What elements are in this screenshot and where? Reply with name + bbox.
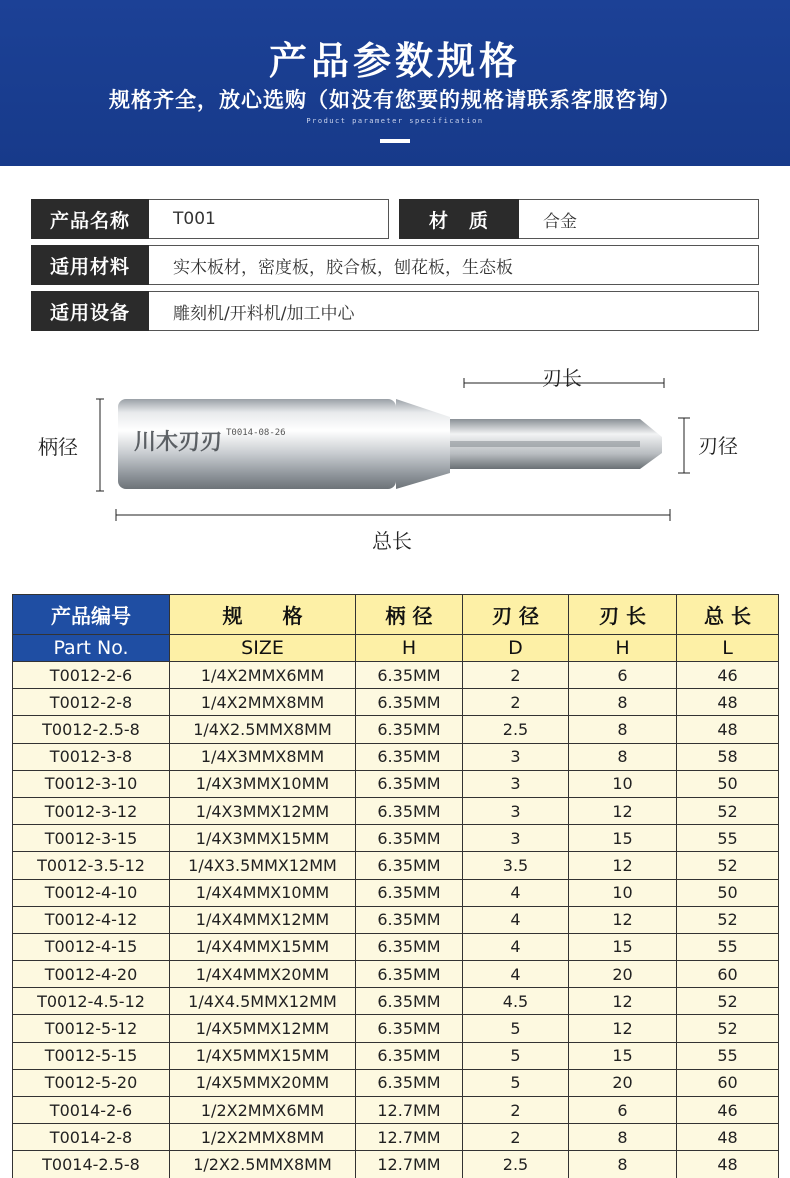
page-title: 产品参数规格 xyxy=(268,39,521,83)
cell-size: 1/4X4MMX15MM xyxy=(170,933,356,960)
table-body xyxy=(13,662,779,1178)
cell-size: 1/4X3MMX12MM xyxy=(170,797,356,824)
table-row xyxy=(13,906,779,933)
taper-shape xyxy=(396,399,450,489)
table-row xyxy=(13,879,779,906)
table-row xyxy=(13,1069,779,1096)
table-row xyxy=(13,988,779,1015)
cell-part-no: T0014-2-6 xyxy=(13,1097,170,1124)
cell-blade-len: 12 xyxy=(569,797,677,824)
cell-size: 1/4X5MMX15MM xyxy=(170,1042,356,1069)
label-shank-diameter: 柄径 xyxy=(38,435,78,459)
table-row xyxy=(13,1042,779,1069)
cell-shank-dia: 6.35MM xyxy=(356,770,463,797)
table-row xyxy=(13,716,779,743)
cell-shank-dia: 6.35MM xyxy=(356,689,463,716)
cell-part-no: T0012-3.5-12 xyxy=(13,852,170,879)
table-row xyxy=(13,852,779,879)
table-row xyxy=(13,689,779,716)
cell-shank-dia: 6.35MM xyxy=(356,662,463,689)
page-subtitle: 规格齐全，放心选购（如没有您要的规格请联系客服咨询） xyxy=(109,88,681,112)
cell-size: 1/4X3MMX15MM xyxy=(170,825,356,852)
cell-blade-dia: 2.5 xyxy=(463,716,569,743)
cell-blade-len: 8 xyxy=(569,689,677,716)
table-row xyxy=(13,743,779,770)
cell-blade-dia: 5 xyxy=(463,1069,569,1096)
th-blade-dia-en: D xyxy=(463,635,569,662)
cell-size: 1/4X3MMX10MM xyxy=(170,770,356,797)
cell-blade-dia: 3 xyxy=(463,770,569,797)
cell-part-no: T0012-3-15 xyxy=(13,825,170,852)
blade-tip-shape xyxy=(640,419,662,469)
cell-blade-dia: 2 xyxy=(463,1124,569,1151)
cell-shank-dia: 6.35MM xyxy=(356,1042,463,1069)
cell-shank-dia: 12.7MM xyxy=(356,1151,463,1178)
info-label-applicable-materials: 适用材料 xyxy=(31,245,149,285)
cell-blade-len: 12 xyxy=(569,1015,677,1042)
th-blade-len-cn: 刃 长 xyxy=(569,595,677,635)
th-shank-dia-en: H xyxy=(356,635,463,662)
cell-part-no: T0012-4-10 xyxy=(13,879,170,906)
cell-blade-dia: 3 xyxy=(463,825,569,852)
cell-total-len: 55 xyxy=(677,1042,779,1069)
cell-shank-dia: 6.35MM xyxy=(356,797,463,824)
cell-blade-dia: 4.5 xyxy=(463,988,569,1015)
label-blade-diameter: 刃径 xyxy=(698,434,738,458)
cell-part-no: T0012-5-15 xyxy=(13,1042,170,1069)
cell-shank-dia: 6.35MM xyxy=(356,852,463,879)
table-header-en xyxy=(13,635,779,662)
cell-blade-len: 15 xyxy=(569,1042,677,1069)
svg-text:川木刃刃: 川木刃刃 xyxy=(134,429,223,455)
cell-blade-len: 8 xyxy=(569,1151,677,1178)
cell-total-len: 52 xyxy=(677,852,779,879)
info-row-materials xyxy=(31,245,759,285)
cell-size: 1/4X2MMX6MM xyxy=(170,662,356,689)
th-blade-len-en: H xyxy=(569,635,677,662)
cell-size: 1/2X2MMX6MM xyxy=(170,1097,356,1124)
cell-blade-dia: 4 xyxy=(463,933,569,960)
cell-blade-dia: 3 xyxy=(463,743,569,770)
header-banner xyxy=(0,0,790,166)
cell-shank-dia: 6.35MM xyxy=(356,879,463,906)
cell-blade-len: 10 xyxy=(569,770,677,797)
cell-shank-dia: 12.7MM xyxy=(356,1097,463,1124)
th-shank-dia-cn: 柄 径 xyxy=(356,595,463,635)
cell-total-len: 58 xyxy=(677,743,779,770)
cell-part-no: T0012-4-20 xyxy=(13,961,170,988)
cell-blade-len: 8 xyxy=(569,1124,677,1151)
cell-part-no: T0012-2.5-8 xyxy=(13,716,170,743)
cell-size: 1/4X2MMX8MM xyxy=(170,689,356,716)
cell-blade-dia: 4 xyxy=(463,879,569,906)
cell-blade-len: 15 xyxy=(569,933,677,960)
cell-blade-dia: 5 xyxy=(463,1042,569,1069)
cell-size: 1/4X3.5MMX12MM xyxy=(170,852,356,879)
cell-blade-dia: 5 xyxy=(463,1015,569,1042)
cell-part-no: T0012-4-15 xyxy=(13,933,170,960)
table-row xyxy=(13,1015,779,1042)
cell-shank-dia: 6.35MM xyxy=(356,988,463,1015)
cell-total-len: 48 xyxy=(677,1124,779,1151)
cell-size: 1/4X3MMX8MM xyxy=(170,743,356,770)
cell-total-len: 46 xyxy=(677,1097,779,1124)
cell-part-no: T0012-2-8 xyxy=(13,689,170,716)
info-label-material: 材 质 xyxy=(399,199,519,239)
info-label-applicable-equipment: 适用设备 xyxy=(31,291,149,331)
info-row-name xyxy=(31,199,759,239)
cell-part-no: T0012-2-6 xyxy=(13,662,170,689)
cell-part-no: T0012-5-12 xyxy=(13,1015,170,1042)
cell-blade-dia: 4 xyxy=(463,906,569,933)
cell-blade-dia: 3.5 xyxy=(463,852,569,879)
cell-part-no: T0014-2.5-8 xyxy=(13,1151,170,1178)
info-row-equipment xyxy=(31,291,759,331)
cell-blade-len: 20 xyxy=(569,961,677,988)
cell-total-len: 52 xyxy=(677,1015,779,1042)
svg-text:T0014-08-26: T0014-08-26 xyxy=(226,428,286,438)
cell-shank-dia: 6.35MM xyxy=(356,743,463,770)
table-row xyxy=(13,825,779,852)
cell-part-no: T0012-3-8 xyxy=(13,743,170,770)
th-size-en: SIZE xyxy=(170,635,356,662)
cell-shank-dia: 6.35MM xyxy=(356,716,463,743)
cell-shank-dia: 6.35MM xyxy=(356,933,463,960)
label-blade-length: 刃长 xyxy=(542,366,582,390)
cell-shank-dia: 6.35MM xyxy=(356,1069,463,1096)
table-row xyxy=(13,797,779,824)
cell-blade-len: 6 xyxy=(569,662,677,689)
info-value-applicable-equipment: 雕刻机/开料机/加工中心 xyxy=(149,291,759,331)
cell-total-len: 46 xyxy=(677,662,779,689)
table-row xyxy=(13,933,779,960)
table-row xyxy=(13,1097,779,1124)
cell-shank-dia: 6.35MM xyxy=(356,961,463,988)
cell-total-len: 50 xyxy=(677,879,779,906)
cell-blade-dia: 2.5 xyxy=(463,1151,569,1178)
page-subtitle-en: Product parameter specification xyxy=(306,117,484,125)
info-value-material: 合金 xyxy=(519,199,759,239)
cell-blade-dia: 4 xyxy=(463,961,569,988)
cell-part-no: T0012-4-12 xyxy=(13,906,170,933)
th-total-len-en: L xyxy=(677,635,779,662)
cell-total-len: 55 xyxy=(677,933,779,960)
cell-total-len: 52 xyxy=(677,988,779,1015)
table-row xyxy=(13,662,779,689)
cell-size: 1/4X5MMX20MM xyxy=(170,1069,356,1096)
cell-size: 1/4X4MMX20MM xyxy=(170,961,356,988)
cell-blade-dia: 2 xyxy=(463,1097,569,1124)
cell-blade-len: 12 xyxy=(569,988,677,1015)
cell-shank-dia: 6.35MM xyxy=(356,825,463,852)
cell-blade-len: 6 xyxy=(569,1097,677,1124)
label-total-length: 总长 xyxy=(372,529,412,553)
cell-total-len: 55 xyxy=(677,825,779,852)
cell-blade-dia: 2 xyxy=(463,662,569,689)
th-total-len-cn: 总 长 xyxy=(677,595,779,635)
cell-size: 1/4X2.5MMX8MM xyxy=(170,716,356,743)
title-underline xyxy=(380,139,410,143)
spec-table xyxy=(12,594,779,1178)
info-value-applicable-materials: 实木板材，密度板，胶合板，刨花板，生态板 xyxy=(149,245,759,285)
table-row xyxy=(13,1151,779,1178)
cell-total-len: 60 xyxy=(677,961,779,988)
cell-part-no: T0012-3-10 xyxy=(13,770,170,797)
th-part-no-cn: 产品编号 xyxy=(13,595,170,635)
cell-size: 1/4X4MMX10MM xyxy=(170,879,356,906)
cell-blade-len: 8 xyxy=(569,716,677,743)
bit-diagram xyxy=(0,345,790,565)
cell-blade-len: 8 xyxy=(569,743,677,770)
cell-part-no: T0012-3-12 xyxy=(13,797,170,824)
cell-size: 1/2X2.5MMX8MM xyxy=(170,1151,356,1178)
table-row xyxy=(13,961,779,988)
cell-total-len: 48 xyxy=(677,1151,779,1178)
cell-blade-len: 12 xyxy=(569,906,677,933)
info-value-product-name: T001 xyxy=(149,199,389,239)
cell-total-len: 60 xyxy=(677,1069,779,1096)
info-label-product-name: 产品名称 xyxy=(31,199,149,239)
table-row xyxy=(13,1124,779,1151)
cell-total-len: 50 xyxy=(677,770,779,797)
cell-total-len: 52 xyxy=(677,906,779,933)
cell-total-len: 48 xyxy=(677,689,779,716)
th-size-cn: 规 格 xyxy=(170,595,356,635)
cell-part-no: T0014-2-8 xyxy=(13,1124,170,1151)
cell-total-len: 52 xyxy=(677,797,779,824)
cell-size: 1/2X2MMX8MM xyxy=(170,1124,356,1151)
cell-shank-dia: 6.35MM xyxy=(356,1015,463,1042)
cell-shank-dia: 12.7MM xyxy=(356,1124,463,1151)
cell-part-no: T0012-4.5-12 xyxy=(13,988,170,1015)
cell-blade-len: 15 xyxy=(569,825,677,852)
cell-part-no: T0012-5-20 xyxy=(13,1069,170,1096)
cell-size: 1/4X4.5MMX12MM xyxy=(170,988,356,1015)
cell-total-len: 48 xyxy=(677,716,779,743)
cell-size: 1/4X5MMX12MM xyxy=(170,1015,356,1042)
cell-blade-dia: 2 xyxy=(463,689,569,716)
th-blade-dia-cn: 刃 径 xyxy=(463,595,569,635)
table-row xyxy=(13,770,779,797)
cell-blade-dia: 3 xyxy=(463,797,569,824)
cell-shank-dia: 6.35MM xyxy=(356,906,463,933)
cell-size: 1/4X4MMX12MM xyxy=(170,906,356,933)
cell-blade-len: 10 xyxy=(569,879,677,906)
cell-blade-len: 20 xyxy=(569,1069,677,1096)
cell-blade-len: 12 xyxy=(569,852,677,879)
th-part-no-en: Part No. xyxy=(13,635,170,662)
table-header-cn xyxy=(13,595,779,635)
